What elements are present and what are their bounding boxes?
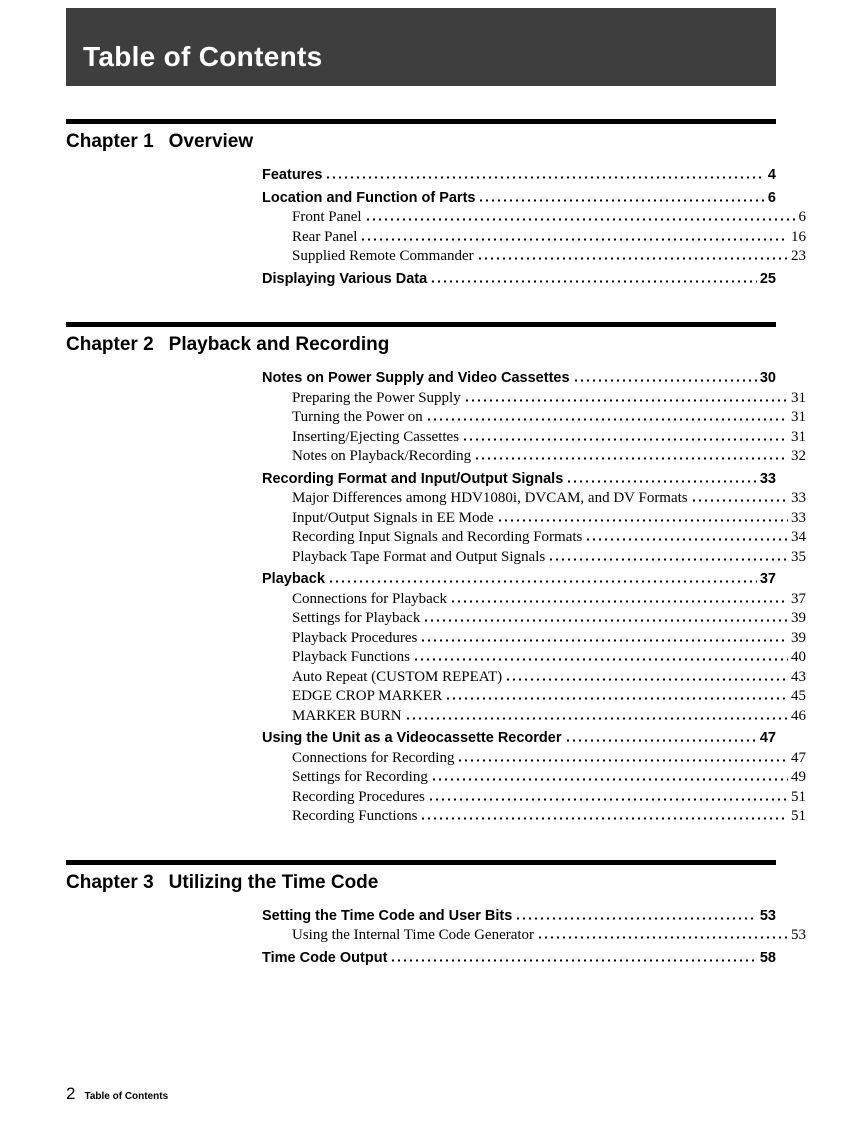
toc-entry-title: Using the Unit as a Videocassette Recorder [262,730,562,746]
toc-entry-title: Inserting/Ejecting Cassettes [292,428,460,445]
toc-entry-title: Playback Procedures [292,629,418,646]
dot-leader [423,619,788,622]
chapter-title [66,872,776,894]
toc-entry-title: Recording Functions [292,808,418,824]
chapter-section [66,322,806,827]
toc-entry-page: 37 [791,590,806,607]
toc-entry-page: 30 [759,370,776,386]
toc-entry-page: 33 [759,470,776,487]
toc-entry-page: 58 [759,949,776,966]
dot-leader [420,639,788,642]
toc-entry[interactable] [262,189,776,209]
toc-entry-title: Features [262,167,323,183]
dot-leader [430,280,757,283]
toc-entry-page: 25 [759,270,776,287]
chapter-number-label: Chapter 1 [66,131,154,152]
dot-leader [548,558,788,561]
toc-entry[interactable] [262,369,776,389]
dot-leader [497,519,788,522]
toc-entry-title: Playback Tape Format and Output Signals [292,548,546,565]
dot-leader [566,480,757,483]
dot-leader [515,917,757,920]
toc-entry[interactable] [262,570,776,590]
toc-entry-title: Using the Internal Time Code Generator [292,927,535,943]
toc-entry[interactable] [262,389,806,409]
toc-entry[interactable] [262,788,806,808]
toc-entry-page: 6 [798,209,806,225]
toc-entry[interactable] [262,270,776,290]
toc-entry-page: 49 [791,769,806,785]
toc-entry[interactable] [262,629,806,649]
dot-leader [325,176,764,179]
page-title: Table of Contents [83,41,323,72]
toc-entry-title: Major Differences among HDV1080i, DVCAM, and DV Formats [292,490,688,506]
toc-entry-page: 34 [791,529,806,545]
dot-leader [477,257,788,260]
toc-entry-page: 51 [791,808,806,824]
toc-entry[interactable] [262,729,776,749]
chapter-section [66,860,806,969]
chapter-name: Overview [168,131,254,152]
dot-leader [585,538,788,541]
page-banner [66,8,776,86]
toc-entry-page: 31 [791,428,806,445]
chapter-divider [66,322,776,327]
toc-entry-title: Settings for Playback [292,610,421,626]
dot-leader [462,438,788,441]
dot-leader [474,457,788,460]
dot-leader [691,499,788,502]
toc-entry-title: MARKER BURN [292,707,402,724]
toc-entry[interactable] [262,749,806,769]
toc-entry[interactable] [262,648,806,668]
toc-entry[interactable] [262,247,806,267]
dot-leader [390,959,756,962]
toc-entry-page: 39 [791,610,806,626]
toc-entry[interactable] [262,768,806,788]
toc-entry-title: Connections for Recording [292,749,455,766]
toc-entry-title: Front Panel [292,209,362,225]
toc-entry[interactable] [262,668,806,688]
chapter-divider [66,860,776,865]
toc-entry-title: Recording Format and Input/Output Signals [262,470,564,487]
toc-entry-page: 46 [791,707,806,724]
toc-entry[interactable] [262,907,776,927]
toc-entry-title: Location and Function of Parts [262,189,476,206]
toc-entry-page: 32 [791,448,806,464]
toc-entry-title: Time Code Output [262,949,388,966]
toc-entry[interactable] [262,548,806,568]
chapter-entries [262,166,806,289]
toc-entry-page: 47 [759,730,776,746]
toc-entry-page: 53 [791,927,806,943]
toc-entry[interactable] [262,707,806,727]
toc-entry-page: 39 [791,629,806,646]
dot-leader [505,678,788,681]
dot-leader [573,379,757,382]
toc-entry-page: 53 [759,907,776,924]
dot-leader [428,798,788,801]
toc-entry-title: Settings for Recording [292,769,428,785]
dot-leader [431,778,788,781]
dot-leader [478,199,764,202]
toc-entry[interactable] [262,949,776,969]
dot-leader [405,717,788,720]
dot-leader [537,936,788,939]
toc-entry-title: Supplied Remote Commander [292,248,474,264]
toc-entry[interactable] [262,590,806,610]
toc-entry[interactable] [262,687,806,707]
dot-leader [445,697,788,700]
chapter-name: Utilizing the Time Code [168,871,379,893]
page-footer [66,1084,168,1104]
footer-label: Table of Contents [84,1091,169,1102]
toc-entry-page: 4 [767,167,776,183]
dot-leader [426,418,788,421]
toc-entry-title: Turning the Power on [292,409,423,425]
toc-entry-title: Recording Procedures [292,788,425,805]
chapter-title [66,131,776,153]
toc-entry[interactable] [262,408,806,428]
toc-entry[interactable] [262,489,806,509]
toc-entry-title: Playback Functions [292,649,410,665]
dot-leader [413,658,788,661]
dot-leader [457,759,788,762]
toc-entry-title: Setting the Time Code and User Bits [262,907,513,924]
toc-entry-page: 47 [791,749,806,766]
toc-entry[interactable] [262,228,806,248]
toc-entry-title: Displaying Various Data [262,270,428,287]
dot-leader [328,580,757,583]
toc-entry[interactable] [262,447,806,467]
toc-entry-title: EDGE CROP MARKER [292,688,443,704]
toc-entry-page: 6 [767,189,776,206]
toc-entry-page: 16 [791,228,806,245]
dot-leader [365,218,796,221]
dot-leader [450,600,788,603]
dot-leader [420,817,788,820]
toc-entry-title: Preparing the Power Supply [292,389,461,406]
chapter-number-label: Chapter 3 [66,871,154,893]
chapter-divider [66,119,776,124]
chapter-entries [262,907,806,969]
footer-page-number: 2 [66,1084,76,1103]
chapter-number-label: Chapter 2 [66,334,154,355]
dot-leader [565,739,757,742]
toc-entry-page: 33 [791,509,806,526]
toc-entry-title: Recording Input Signals and Recording Formats [292,529,583,545]
toc-entry[interactable] [262,470,776,490]
toc-entry-page: 35 [791,548,806,565]
chapter-title [66,334,776,356]
toc-entry-page: 45 [791,688,806,704]
toc-entry-title: Notes on Playback/Recording [292,448,472,464]
toc-entry[interactable] [262,609,806,629]
toc-entry-page: 40 [791,649,806,665]
toc-entry-page: 43 [791,668,806,685]
dot-leader [360,238,788,241]
toc-entry[interactable] [262,528,806,548]
dot-leader [464,399,788,402]
toc-entry-page: 33 [791,490,806,506]
toc-entry[interactable] [262,208,806,228]
toc-entry-title: Playback [262,571,325,587]
toc-entry[interactable] [262,166,776,186]
toc-entry[interactable] [262,509,806,529]
toc-entry-title: Auto Repeat (CUSTOM REPEAT) [292,668,503,685]
toc-entry[interactable] [262,807,806,827]
chapters-container [66,119,806,968]
toc-entry-title: Rear Panel [292,228,358,245]
toc-entry[interactable] [262,926,806,946]
toc-entry-page: 37 [759,571,776,587]
toc-entry-page: 31 [791,409,806,425]
toc-entry-page: 31 [791,389,806,406]
chapter-section [66,119,806,289]
toc-entry-page: 23 [791,248,806,264]
toc-entry-title: Notes on Power Supply and Video Cassettes [262,370,570,386]
toc-entry-page: 51 [791,788,806,805]
toc-entry[interactable] [262,428,806,448]
toc-entry-title: Connections for Playback [292,590,447,607]
toc-entry-title: Input/Output Signals in EE Mode [292,509,494,526]
chapter-entries [262,369,806,827]
chapter-name: Playback and Recording [168,334,390,355]
